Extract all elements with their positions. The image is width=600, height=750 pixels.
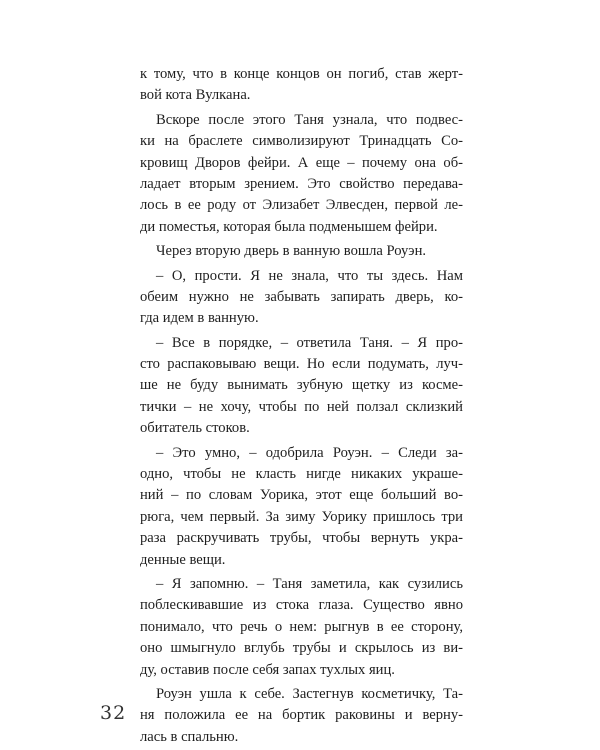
text-line: сто распаковываю вещи. Но если подумать, луч-: [140, 356, 463, 373]
text-line: обеим нужно не забывать запирать дверь, ко-: [140, 288, 463, 305]
text-line: к тому, что в конце концов он погиб, став жерт-: [140, 66, 463, 82]
text-line: тички – не хочу, чтобы по ней ползал склизкий: [140, 398, 463, 415]
text-line: ний – по словам Уорика, этот еще больший во-: [140, 487, 463, 504]
text-line: ше не буду вынимать зубную щетку из космe-: [140, 377, 463, 394]
text-line: ди поместья, которая была подменышем фейри.: [140, 218, 438, 235]
text-line: рюга, чем первый. За зиму Уорику пришлось три: [140, 508, 463, 525]
text-line: кровищ Дворов фейри. А еще – почему она об-: [140, 154, 463, 171]
text-line: – Все в порядке, – ответила Таня. – Я про-: [156, 334, 463, 351]
text-line: – Это умно, – одобрила Роуэн. – Следи за-: [156, 444, 463, 461]
text-line: Роуэн ушла к себе. Застегнув косметичку, Та-: [156, 685, 463, 702]
text-line: одно, чтобы не класть нигде никаких украше-: [140, 466, 463, 483]
text-line: поблескивавшие из стока глаза. Существо явно: [140, 597, 463, 614]
text-line: вой кота Вулкана.: [140, 87, 251, 104]
paragraph: [140, 333, 463, 440]
text-line: понимало, что речь о нем: рыгнув в ее сторону,: [140, 618, 463, 635]
paragraph: [140, 443, 463, 571]
text-line: оно шмыгнуло вглубь трубы и скрылось из ви-: [140, 640, 463, 657]
paragraph: [140, 574, 463, 681]
text-line: денные вещи.: [140, 551, 226, 568]
page-number: 32: [100, 702, 127, 724]
text-line: гда идем в ванную.: [140, 310, 259, 327]
paragraph: [140, 266, 463, 330]
text-line: ня положила ее на бортик раковины и верну-: [140, 707, 463, 724]
page-body: [140, 64, 463, 748]
text-line: раза раскручивать трубы, чтобы вернуть укра-: [140, 530, 463, 547]
text-line: Вскоре после этого Таня узнала, что подвес-: [156, 111, 463, 128]
text-line: ладает вторым зрением. Это свойство передава-: [140, 175, 463, 192]
text-line: лось в ее роду от Элизабет Элвесден, первой ле-: [140, 197, 463, 214]
text-line: Через вторую дверь в ванную вошла Роуэн.: [156, 243, 427, 260]
text-line: ки на браслете символизируют Тринадцать Со-: [140, 133, 463, 150]
paragraph: [140, 64, 463, 107]
text-line: – Я запомню. – Таня заметила, как сузились: [156, 575, 463, 592]
text-line: лась в спальню.: [140, 728, 239, 745]
paragraph: [140, 241, 463, 262]
paragraph: [140, 110, 463, 238]
text-line: обитатель стоков.: [140, 420, 250, 437]
paragraph: [140, 684, 463, 748]
text-line: ду, оставив после себя запах тухлых яиц.: [140, 661, 395, 678]
text-line: – О, прости. Я не знала, что ты здесь. Нам: [156, 267, 463, 284]
